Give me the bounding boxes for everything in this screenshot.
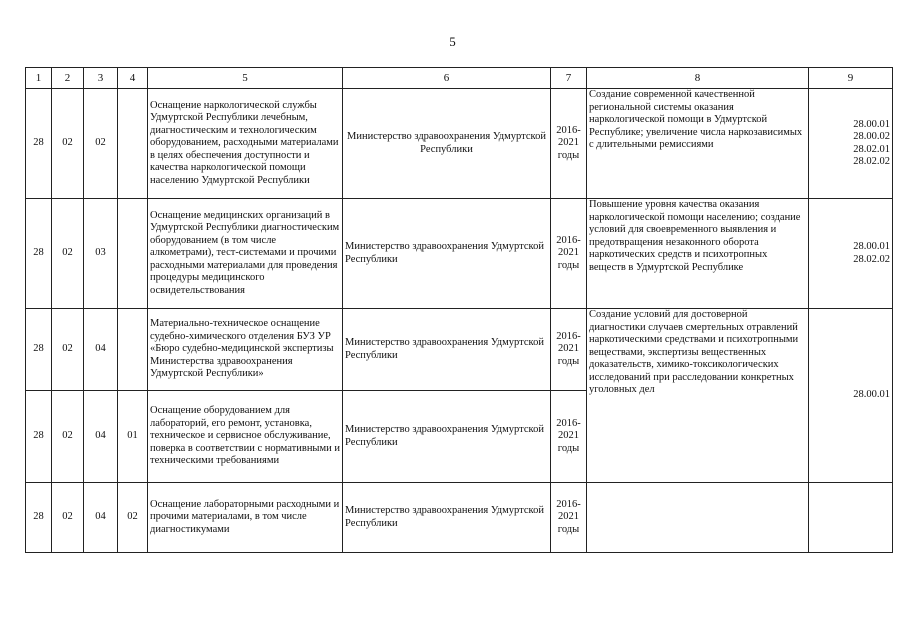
header-cell: 5 [148, 68, 343, 89]
table-row [26, 483, 893, 553]
code-3-cell: 02 [84, 89, 118, 199]
measure-name-cell: Оснащение наркологической службы Удмуртской Республики лечебным, диагностическим и технологическим оборудованием, расходными материалами в целях обеспечения доступности и качества наркологической помощи населению Удмуртской Республики [148, 89, 343, 199]
executor-cell: Министерство здравоохранения Удмуртской Республики [343, 309, 551, 391]
code-4-cell: 02 [118, 483, 148, 553]
indicator-code: 28.02.01 [853, 143, 890, 155]
code-1-cell: 28 [26, 483, 52, 553]
indicator-code: 28.00.01 [853, 389, 890, 401]
measure-name-cell: Материально-техническое оснащение судебно-химического отделения БУЗ УР «Бюро судебно-медицинской экспертизы Министерства здравоохранения Удмуртской Республики» [148, 309, 343, 391]
code-2-cell: 02 [52, 391, 84, 483]
header-cell: 4 [118, 68, 148, 89]
code-1-cell: 28 [26, 391, 52, 483]
indicator-code: 28.02.02 [853, 156, 890, 167]
code-2-cell: 02 [52, 199, 84, 309]
header-cell: 2 [52, 68, 84, 89]
measure-name-cell: Оснащение лабораторными расходными и прочими материалами, в том числе диагностикумами [148, 483, 343, 553]
table-row [26, 309, 893, 391]
code-2-cell: 02 [52, 483, 84, 553]
code-1-cell: 28 [26, 199, 52, 309]
measure-name-cell: Оснащение медицинских организаций в Удмуртской Республики диагностическим оборудованием (в том числе алкометрами), тест-системами и прочими расходными материалами для проведения процедуры медицинского освидетельствования [148, 199, 343, 309]
goal-cell: Создание условий для достоверной диагностики случаев смертельных отравлений наркотическими средствами и психотропными веществами, экспертизы вещественных доказательств, химико-токсикологических исследований при расследовании конкретных уголовных дел [587, 309, 809, 483]
code-1-cell: 28 [26, 309, 52, 391]
code-3-cell: 04 [84, 309, 118, 391]
code-4-cell: 01 [118, 391, 148, 483]
executor-cell: Министерство здравоохранения Удмуртской Республики [343, 199, 551, 309]
period-cell: 2016-2021 годы [551, 89, 587, 199]
indicator-codes-cell [809, 309, 893, 483]
table-row [26, 89, 893, 199]
header-row [26, 68, 893, 89]
indicator-code: 28.00.01 [853, 118, 890, 130]
table-row [26, 199, 893, 309]
executor-cell: Министерство здравоохранения Удмуртской Республики [343, 391, 551, 483]
header-cell: 1 [26, 68, 52, 89]
goal-cell: Создание современной качественной региональной системы оказания наркологической помощи в Удмуртской Республике; увеличение числа наркозависимых с длительными ремиссиями [587, 89, 809, 199]
executor-cell: Министерство здравоохранения Удмуртской Республики [343, 89, 551, 199]
code-2-cell: 02 [52, 89, 84, 199]
indicator-code: 28.00.02 [853, 131, 890, 142]
goal-cell: Повышение уровня качества оказания наркологической помощи населению; создание условий для своевременного выявления и предотвращения незаконного оборота наркотических средств и психотропных веществ в Удмуртской Республике [587, 199, 809, 309]
measures-table [25, 67, 893, 553]
period-cell: 2016-2021 годы [551, 199, 587, 309]
header-cell: 9 [809, 68, 893, 89]
period-cell: 2016-2021 годы [551, 391, 587, 483]
indicator-codes-cell [809, 483, 893, 553]
code-4-cell [118, 89, 148, 199]
code-3-cell: 03 [84, 199, 118, 309]
code-1-cell: 28 [26, 89, 52, 199]
executor-cell: Министерство здравоохранения Удмуртской Республики [343, 483, 551, 553]
code-4-cell [118, 199, 148, 309]
period-cell: 2016-2021 годы [551, 309, 587, 391]
header-cell: 3 [84, 68, 118, 89]
code-3-cell: 04 [84, 391, 118, 483]
code-2-cell: 02 [52, 309, 84, 391]
page-number: 5 [449, 34, 456, 49]
indicator-code: 28.00.01 [853, 241, 890, 252]
measure-name-cell: Оснащение оборудованием для лабораторий, его ремонт, установка, техническое и сервисное обслуживание, поверка в соответствии с нормативными и техническими требованиями [148, 391, 343, 483]
goal-cell [587, 483, 809, 553]
header-cell: 7 [551, 68, 587, 89]
code-3-cell: 04 [84, 483, 118, 553]
indicator-codes-cell [809, 199, 893, 309]
indicator-codes-cell [809, 89, 893, 199]
header-cell: 6 [343, 68, 551, 89]
period-cell: 2016-2021 годы [551, 483, 587, 553]
header-cell: 8 [587, 68, 809, 89]
indicator-code: 28.02.02 [853, 253, 890, 265]
code-4-cell [118, 309, 148, 391]
